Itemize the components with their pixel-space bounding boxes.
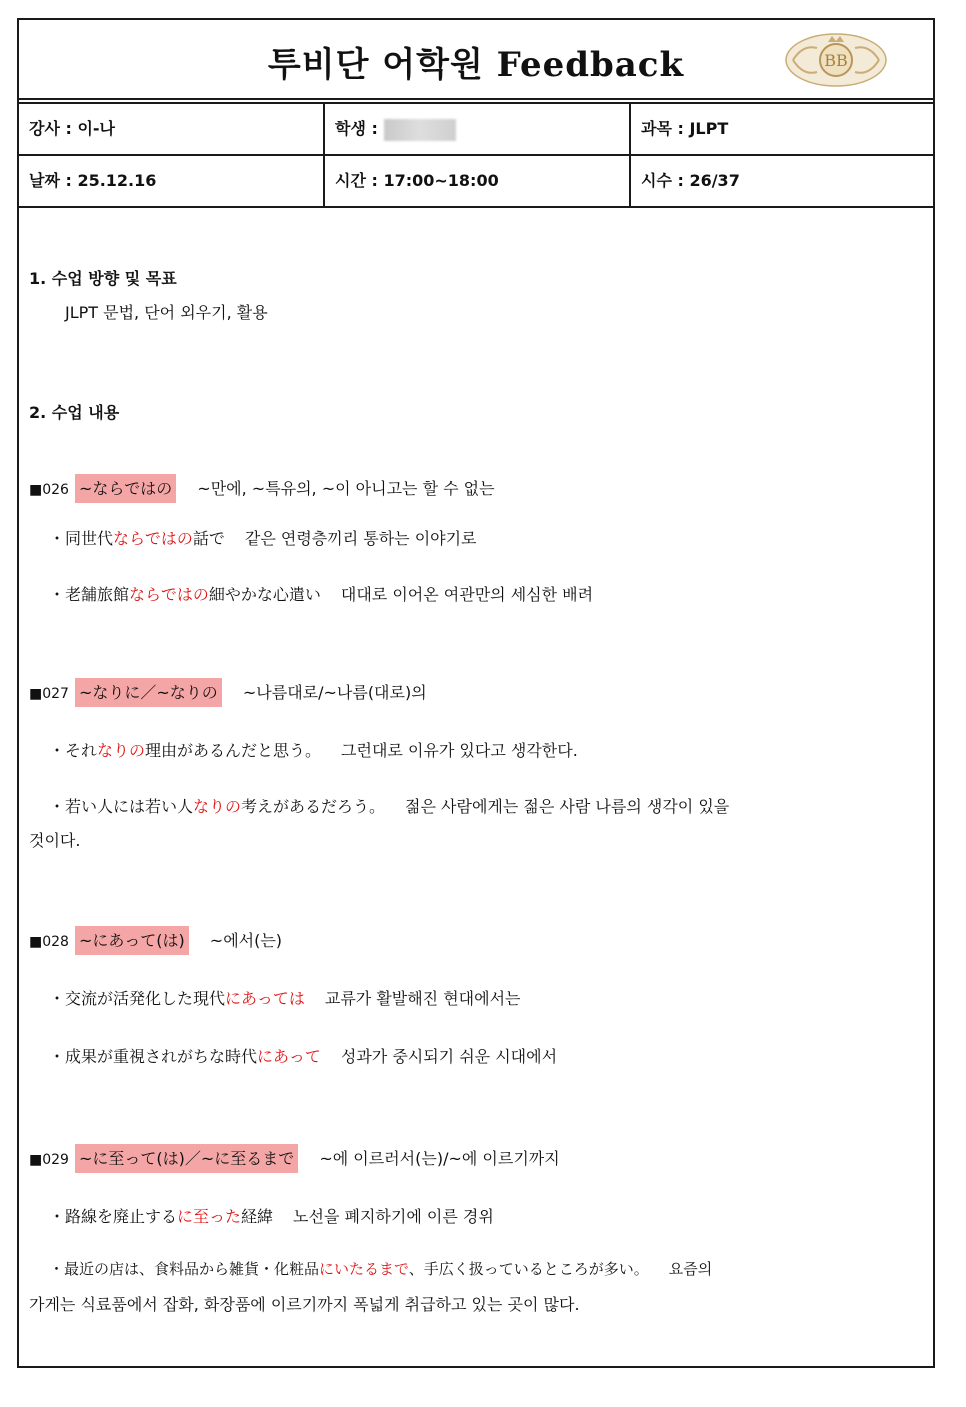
example-text: 考えがあるだろう。: [241, 797, 386, 816]
info-row-1: [19, 104, 933, 156]
subject-cell: 과목 : JLPT: [641, 119, 729, 138]
example-027-1: [29, 738, 578, 761]
item-number: ■029: [29, 1152, 69, 1168]
example-red: ならではの: [113, 529, 193, 548]
example-text: ・最近の店は、食料品から雑貨・化粧品: [49, 1260, 320, 1278]
example-029-1: [29, 1204, 494, 1227]
student-cell: [325, 104, 631, 154]
info-table: [19, 102, 933, 208]
example-translation: 같은 연령층끼리 통하는 이야기로: [244, 529, 477, 548]
svg-text:BB: BB: [824, 51, 848, 70]
example-text: ・同世代: [49, 529, 114, 548]
example-text: ・成果が重視されがちな時代: [49, 1047, 258, 1066]
crest-logo-icon: [781, 30, 891, 90]
grammar-pattern: ~なりに／~なりの: [75, 678, 222, 707]
item-number: ■026: [29, 482, 69, 498]
item-number: ■028: [29, 934, 69, 950]
example-translation: 노선을 폐지하기에 이른 경위: [293, 1207, 494, 1226]
grammar-pattern: ~にあって(は): [75, 926, 189, 955]
grammar-item-027: [29, 680, 427, 703]
student-name-redacted: [384, 119, 456, 141]
example-red: ならではの: [129, 585, 209, 604]
example-text: 、手広く扱っているところが多い。: [408, 1260, 649, 1278]
example-red: なりの: [193, 797, 242, 816]
example-text: ・交流が活発化した現代: [49, 989, 226, 1008]
example-text: ・老舗旅館: [49, 585, 130, 604]
grammar-meaning: ~에 이르러서(는)/~에 이르기까지: [319, 1149, 560, 1168]
example-red: なりの: [97, 741, 146, 760]
example-text: ・それ: [49, 741, 98, 760]
example-028-2: [29, 1044, 557, 1067]
example-028-1: [29, 986, 521, 1009]
section1-text: JLPT 문법, 단어 외우기, 활용: [65, 303, 268, 322]
example-026-2: [29, 582, 593, 605]
example-text: 経緯: [241, 1207, 274, 1226]
date-cell: 날짜 : 25.12.16: [19, 156, 325, 206]
example-text: 細やかな心遣い: [208, 585, 321, 604]
grammar-pattern: ~ならではの: [75, 474, 176, 503]
teacher-cell: 강사 : 이-나: [19, 104, 325, 154]
example-translation: 요즘의: [668, 1260, 713, 1278]
example-translation: 성과가 중시되기 쉬운 시대에서: [340, 1047, 558, 1066]
example-red: に至った: [177, 1207, 242, 1226]
grammar-meaning: ~만에, ~특유의, ~이 아니고는 할 수 없는: [197, 479, 495, 498]
example-red: にあっては: [225, 989, 305, 1008]
example-text: 理由があるんだと思う。: [145, 741, 322, 760]
grammar-item-026: [29, 476, 495, 499]
example-029-2-cont: 가게는 식료품에서 잡화, 화장품에 이르기까지 폭넓게 취급하고 있는 곳이 많다.: [29, 1295, 580, 1314]
section1-title: 1. 수업 방향 및 목표: [29, 269, 177, 288]
example-026-1: [29, 526, 477, 549]
example-red: にあって: [257, 1047, 321, 1066]
title-row: [19, 20, 933, 100]
item-number: ■027: [29, 686, 69, 702]
example-text: 話で: [192, 529, 225, 548]
student-label: 학생 :: [335, 119, 378, 138]
grammar-item-029: [29, 1146, 560, 1169]
time-cell: 시간 : 17:00~18:00: [325, 156, 631, 206]
example-translation: 그런대로 이유가 있다고 생각한다.: [341, 741, 578, 760]
grammar-pattern: ~に至って(は)／~に至るまで: [75, 1144, 298, 1173]
example-027-2: [29, 794, 729, 817]
section2-title: 2. 수업 내용: [29, 403, 120, 422]
title-english: Feedback: [496, 45, 685, 85]
example-029-2: [29, 1258, 712, 1279]
info-row-2: [19, 156, 933, 206]
example-text: ・路線を廃止する: [49, 1207, 178, 1226]
grammar-meaning: ~에서(는): [209, 931, 283, 950]
example-translation: 젊은 사람에게는 젊은 사람 나름의 생각이 있을: [405, 797, 730, 816]
example-027-2-cont: 것이다.: [29, 831, 81, 850]
example-red: にいたるまで: [319, 1260, 409, 1278]
example-text: ・若い人には若い人: [49, 797, 194, 816]
title-korean: 투비단 어학원: [267, 45, 484, 85]
grammar-item-028: [29, 928, 282, 951]
example-translation: 대대로 이어온 여관만의 세심한 배려: [340, 585, 594, 604]
example-translation: 교류가 활발해진 현대에서는: [324, 989, 521, 1008]
grammar-meaning: ~나름대로/~나름(대로)의: [242, 683, 427, 702]
session-cell: 시수 : 26/37: [641, 171, 740, 190]
feedback-sheet: [17, 18, 935, 1368]
